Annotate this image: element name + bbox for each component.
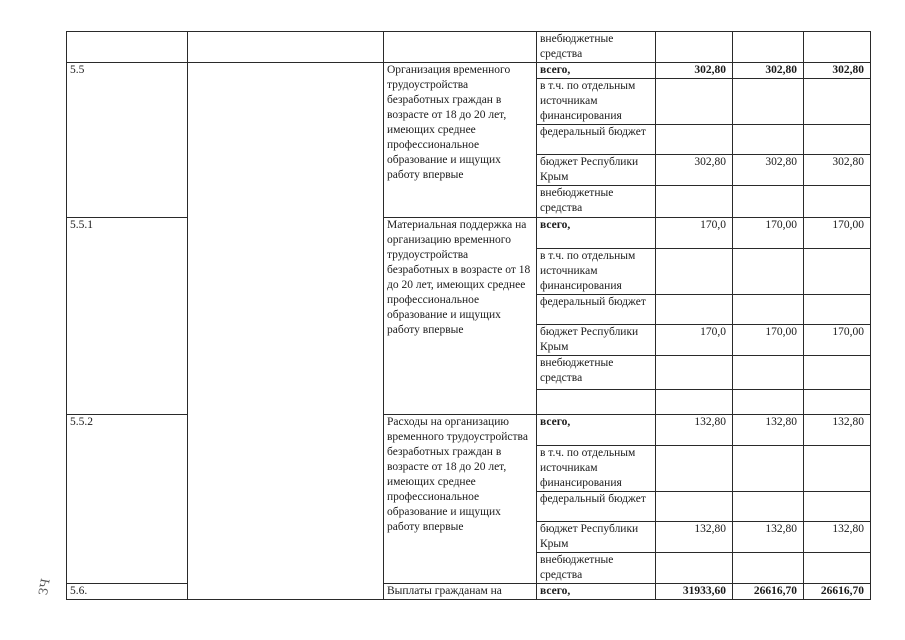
- margin-handwritten-note: ЗЧ: [36, 577, 53, 597]
- value-cell: [656, 492, 733, 522]
- value-cell: [733, 249, 804, 295]
- value-cell: [733, 186, 804, 218]
- value-cell: [656, 446, 733, 492]
- value-cell: 302,80: [804, 63, 871, 79]
- value-cell: 302,80: [656, 155, 733, 186]
- source-cell: внебюджетные средства: [537, 186, 656, 218]
- value-cell: 31933,60: [656, 584, 733, 600]
- item-name: Материальная поддержка на организацию временного трудоустройства безработных в возрасте от 18 до 20 лет, имеющих среднее профессиональное образование и ищущих работу впервые: [384, 218, 537, 415]
- value-cell: [804, 553, 871, 584]
- source-cell: бюджет Республики Крым: [537, 325, 656, 356]
- value-cell: 26616,70: [733, 584, 804, 600]
- source-cell: всего,: [537, 218, 656, 249]
- value-cell: 302,80: [656, 63, 733, 79]
- value-cell: [656, 295, 733, 325]
- empty-cell: [804, 390, 871, 415]
- value-cell: [804, 446, 871, 492]
- value-cell: [804, 186, 871, 218]
- value-cell: [804, 295, 871, 325]
- table-row: [67, 63, 871, 79]
- item-code: 5.5: [67, 63, 188, 218]
- value-cell: [656, 32, 733, 63]
- value-cell: 132,80: [733, 522, 804, 553]
- value-cell: 170,0: [656, 325, 733, 356]
- value-cell: 132,80: [656, 522, 733, 553]
- value-cell: [656, 125, 733, 155]
- value-cell: 302,80: [733, 155, 804, 186]
- item-code: 5.5.1: [67, 218, 188, 415]
- source-cell: всего,: [537, 584, 656, 600]
- empty-cell: [733, 390, 804, 415]
- value-cell: 302,80: [804, 155, 871, 186]
- value-cell: [804, 32, 871, 63]
- source-cell: внебюджетные средства: [537, 32, 656, 63]
- value-cell: [733, 492, 804, 522]
- value-cell: [656, 356, 733, 390]
- value-cell: 170,0: [656, 218, 733, 249]
- value-cell: [804, 492, 871, 522]
- value-cell: [804, 356, 871, 390]
- source-cell: внебюджетные средства: [537, 553, 656, 584]
- item-code: 5.6.: [67, 584, 188, 600]
- source-cell: бюджет Республики Крым: [537, 522, 656, 553]
- value-cell: 132,80: [804, 415, 871, 446]
- value-cell: [656, 249, 733, 295]
- source-cell: федеральный бюджет: [537, 125, 656, 155]
- value-cell: 170,00: [804, 325, 871, 356]
- value-cell: 302,80: [733, 63, 804, 79]
- value-cell: 170,00: [733, 218, 804, 249]
- source-cell: всего,: [537, 63, 656, 79]
- value-cell: 132,80: [656, 415, 733, 446]
- value-cell: [733, 125, 804, 155]
- executor-cell: [188, 32, 384, 63]
- code-cell: [67, 32, 188, 63]
- source-cell: федеральный бюджет: [537, 295, 656, 325]
- value-cell: 132,80: [733, 415, 804, 446]
- source-cell: в т.ч. по отдельным источникам финансирования: [537, 446, 656, 492]
- value-cell: [656, 186, 733, 218]
- value-cell: [733, 79, 804, 125]
- item-name: Организация временного трудоустройства безработных граждан в возрасте от 18 до 20 лет, имеющих среднее профессиональное образование и ищущих работу впервые: [384, 63, 537, 218]
- value-cell: [656, 79, 733, 125]
- value-cell: [804, 79, 871, 125]
- value-cell: [804, 249, 871, 295]
- source-cell: внебюджетные средства: [537, 356, 656, 390]
- value-cell: 170,00: [733, 325, 804, 356]
- table-row: [67, 584, 871, 600]
- budget-table: [66, 31, 871, 600]
- value-cell: [656, 553, 733, 584]
- value-cell: [733, 356, 804, 390]
- value-cell: 26616,70: [804, 584, 871, 600]
- source-cell: в т.ч. по отдельным источникам финансирования: [537, 79, 656, 125]
- value-cell: 170,00: [804, 218, 871, 249]
- item-code: 5.5.2: [67, 415, 188, 584]
- value-cell: [733, 32, 804, 63]
- executor-cell: [188, 63, 384, 600]
- item-name: Расходы на организацию временного трудоустройства безработных граждан в возрасте от 18 до 20 лет, имеющих среднее профессиональное образование и ищущих работу впервые: [384, 415, 537, 584]
- table-row: [67, 218, 871, 249]
- source-cell: бюджет Республики Крым: [537, 155, 656, 186]
- empty-cell: [537, 390, 656, 415]
- item-name: Выплаты гражданам на: [384, 584, 537, 600]
- value-cell: [733, 446, 804, 492]
- carry-row: [67, 32, 871, 63]
- empty-cell: [656, 390, 733, 415]
- name-cell: [384, 32, 537, 63]
- source-cell: в т.ч. по отдельным источникам финансирования: [537, 249, 656, 295]
- source-cell: всего,: [537, 415, 656, 446]
- value-cell: [804, 125, 871, 155]
- source-cell: федеральный бюджет: [537, 492, 656, 522]
- value-cell: [733, 553, 804, 584]
- value-cell: [733, 295, 804, 325]
- value-cell: 132,80: [804, 522, 871, 553]
- table-row: [67, 415, 871, 446]
